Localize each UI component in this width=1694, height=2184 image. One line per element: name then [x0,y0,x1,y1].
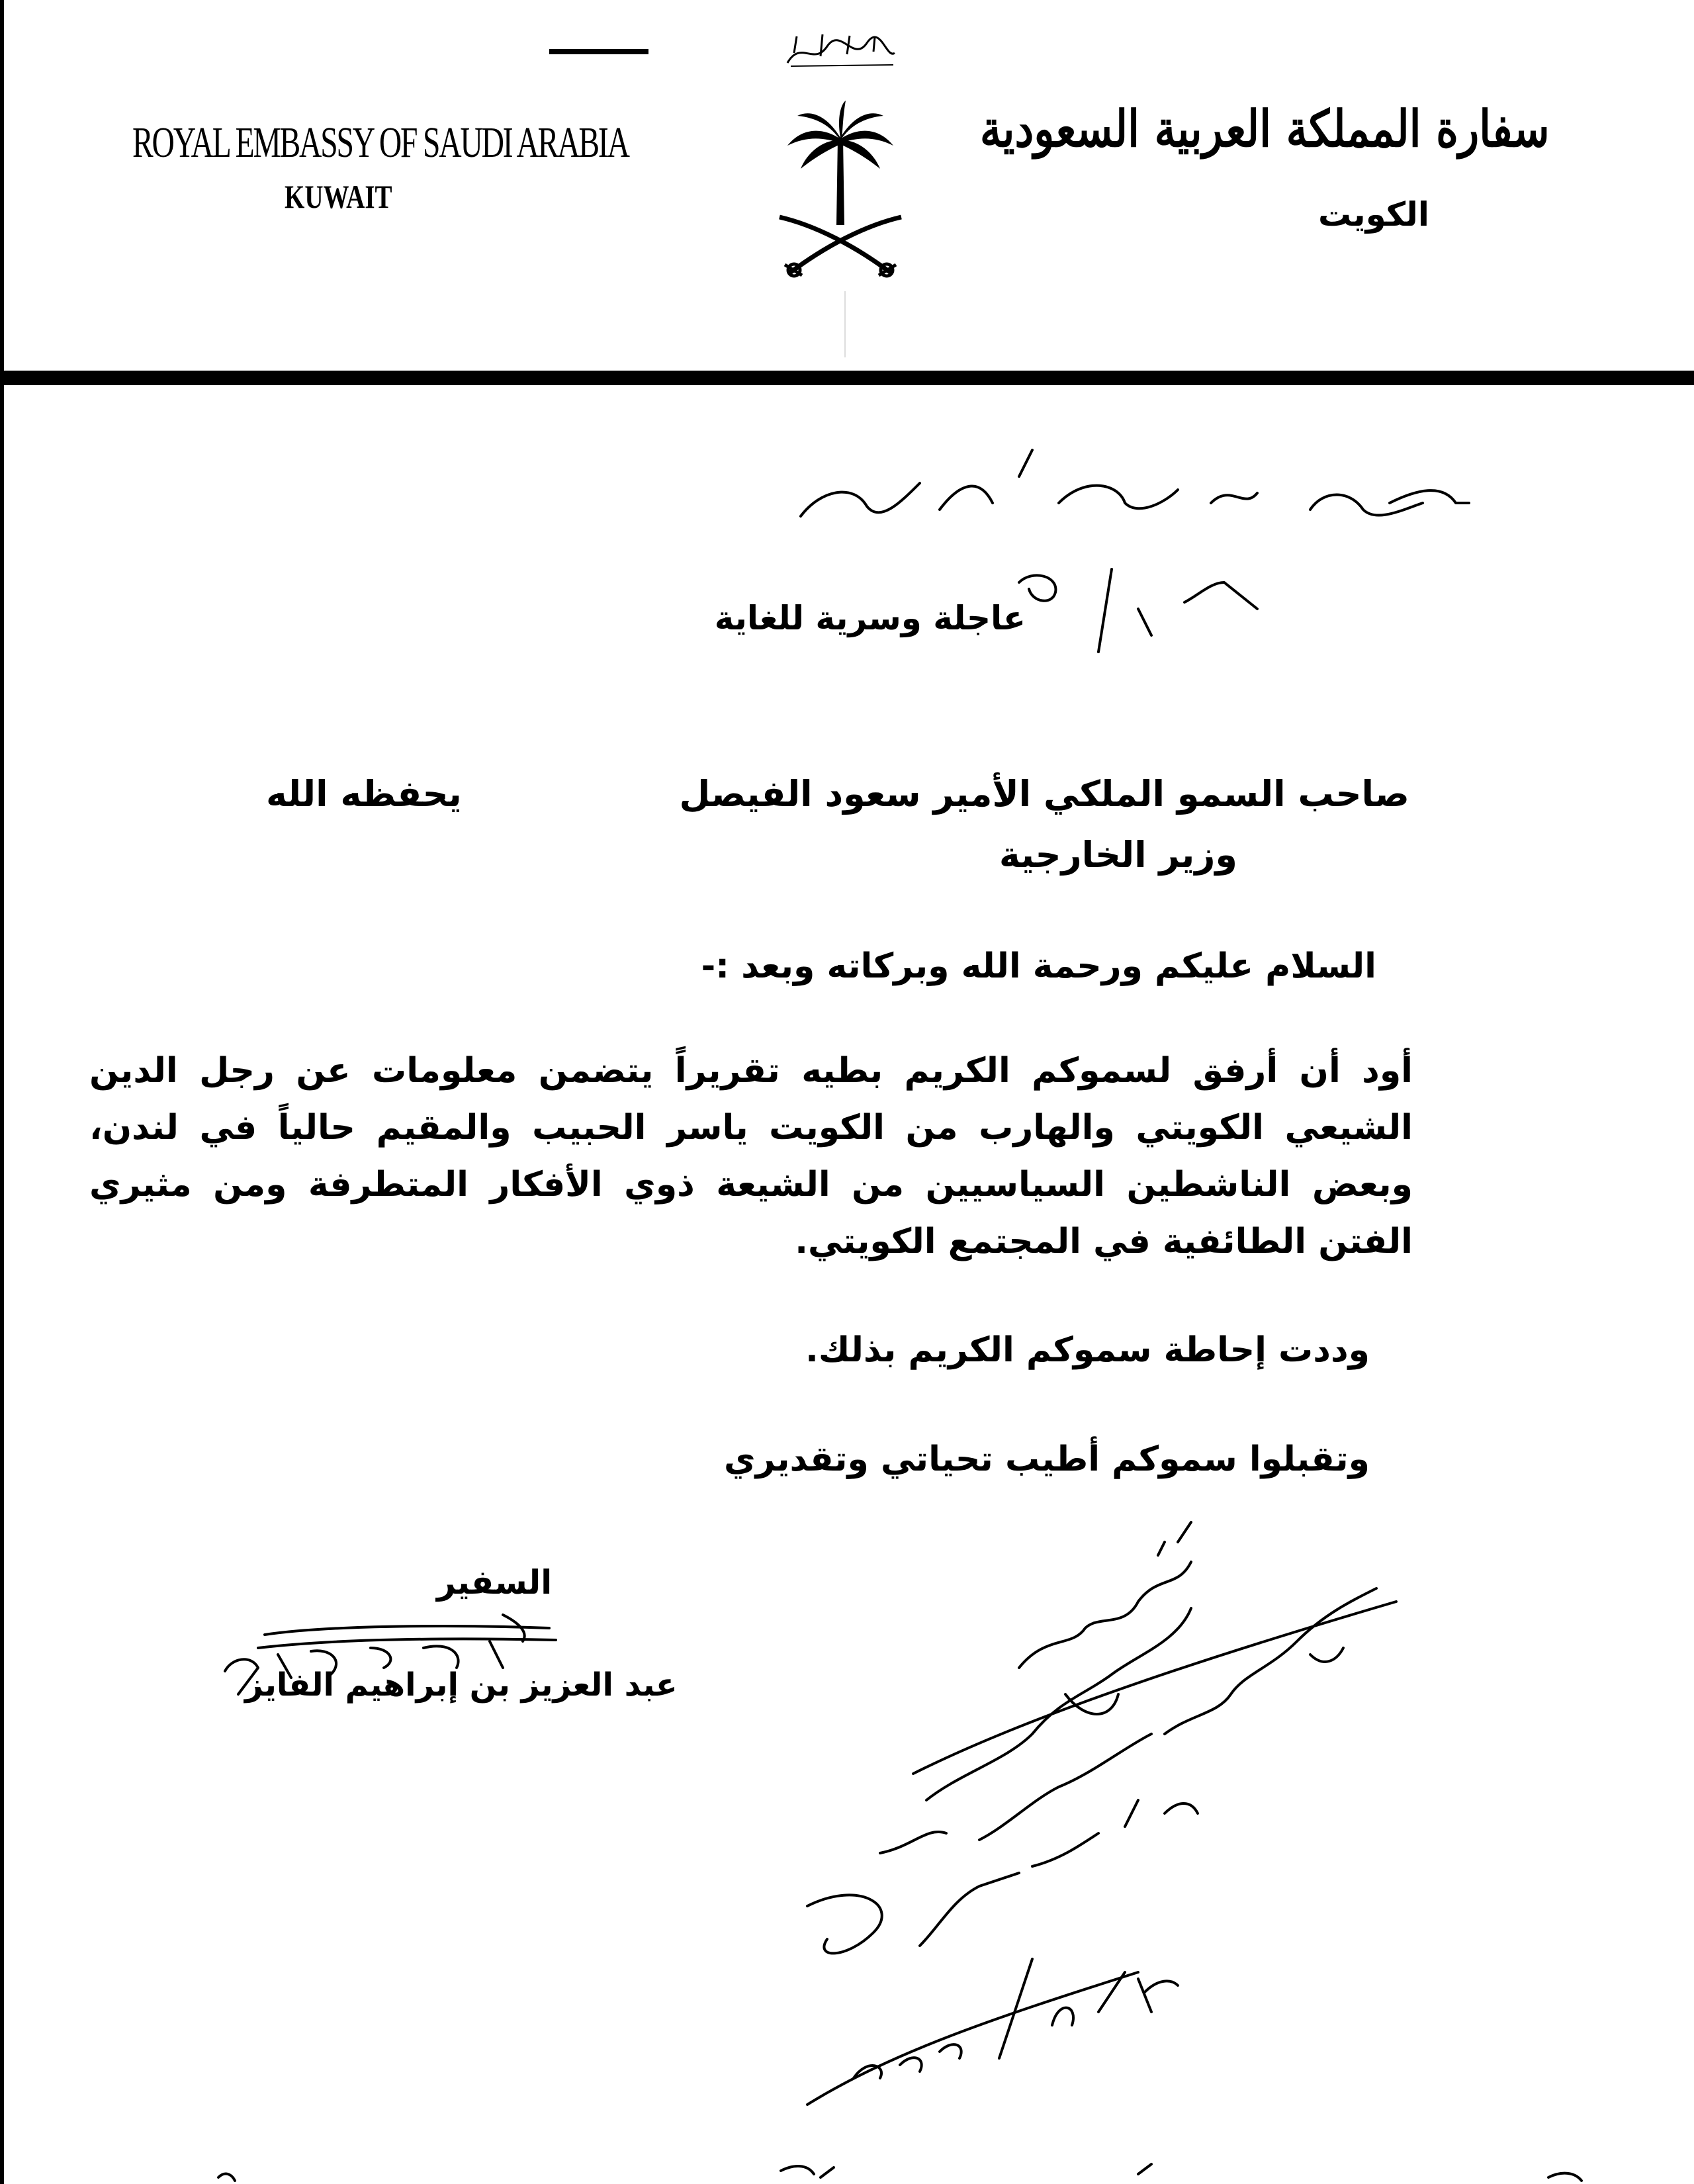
classification-label: عاجلة وسرية للغاية [714,599,1026,637]
signature-name: عبد العزيز بن إبراهيم الفايز [245,1666,678,1704]
closing-note: وددت إحاطة سموكم الكريم بذلك. [805,1330,1370,1370]
embassy-arabic-city: الكويت [1317,195,1429,234]
closing-line: وتقبلوا سموكم أطيب تحياتي وتقديري [724,1439,1370,1479]
handwritten-margin-note [807,1522,1396,1953]
handwritten-top-date [1019,569,1257,652]
body-paragraph: أود أن أرفق لسموكم الكريم بطيه تقريراً يتضمن معلومات عن رجل الدين الشيعي الكويتي والهارب من الكويت ياسر الحبيب والمقيم حالياً في لندن، وبعض الناشطين السياسيين من الشيعة ذوي الأفكار المتطرفة ومن مثيري الفتن الطائفية في المجتمع الكويتي. [89,1051,1413,1261]
addressee-line-1: صاحب السمو الملكي الأمير سعود الفيصل [679,773,1409,815]
embassy-english-city: KUWAIT [285,178,392,215]
palm-and-swords-emblem-icon [768,99,913,285]
signature-title: السفير [437,1563,553,1602]
basmala-calligraphy [781,26,900,73]
addressee-honorific: يحفظه الله [266,773,462,815]
greeting: السلام عليكم ورحمة الله وبركاته وبعد :- [701,946,1376,986]
handwritten-margin-date [807,1959,1178,2105]
fold-mark [844,291,846,357]
embassy-arabic-title: سفارة المملكة العربية السعودية [980,99,1550,158]
header-rule [0,371,1694,385]
header-dash [549,49,648,54]
addressee-line-2: وزير الخارجية [999,834,1237,876]
embassy-english-title: ROYAL EMBASSY OF SAUDI ARABIA [132,118,629,167]
left-border [0,0,4,2184]
handwritten-top-note [801,450,1469,516]
